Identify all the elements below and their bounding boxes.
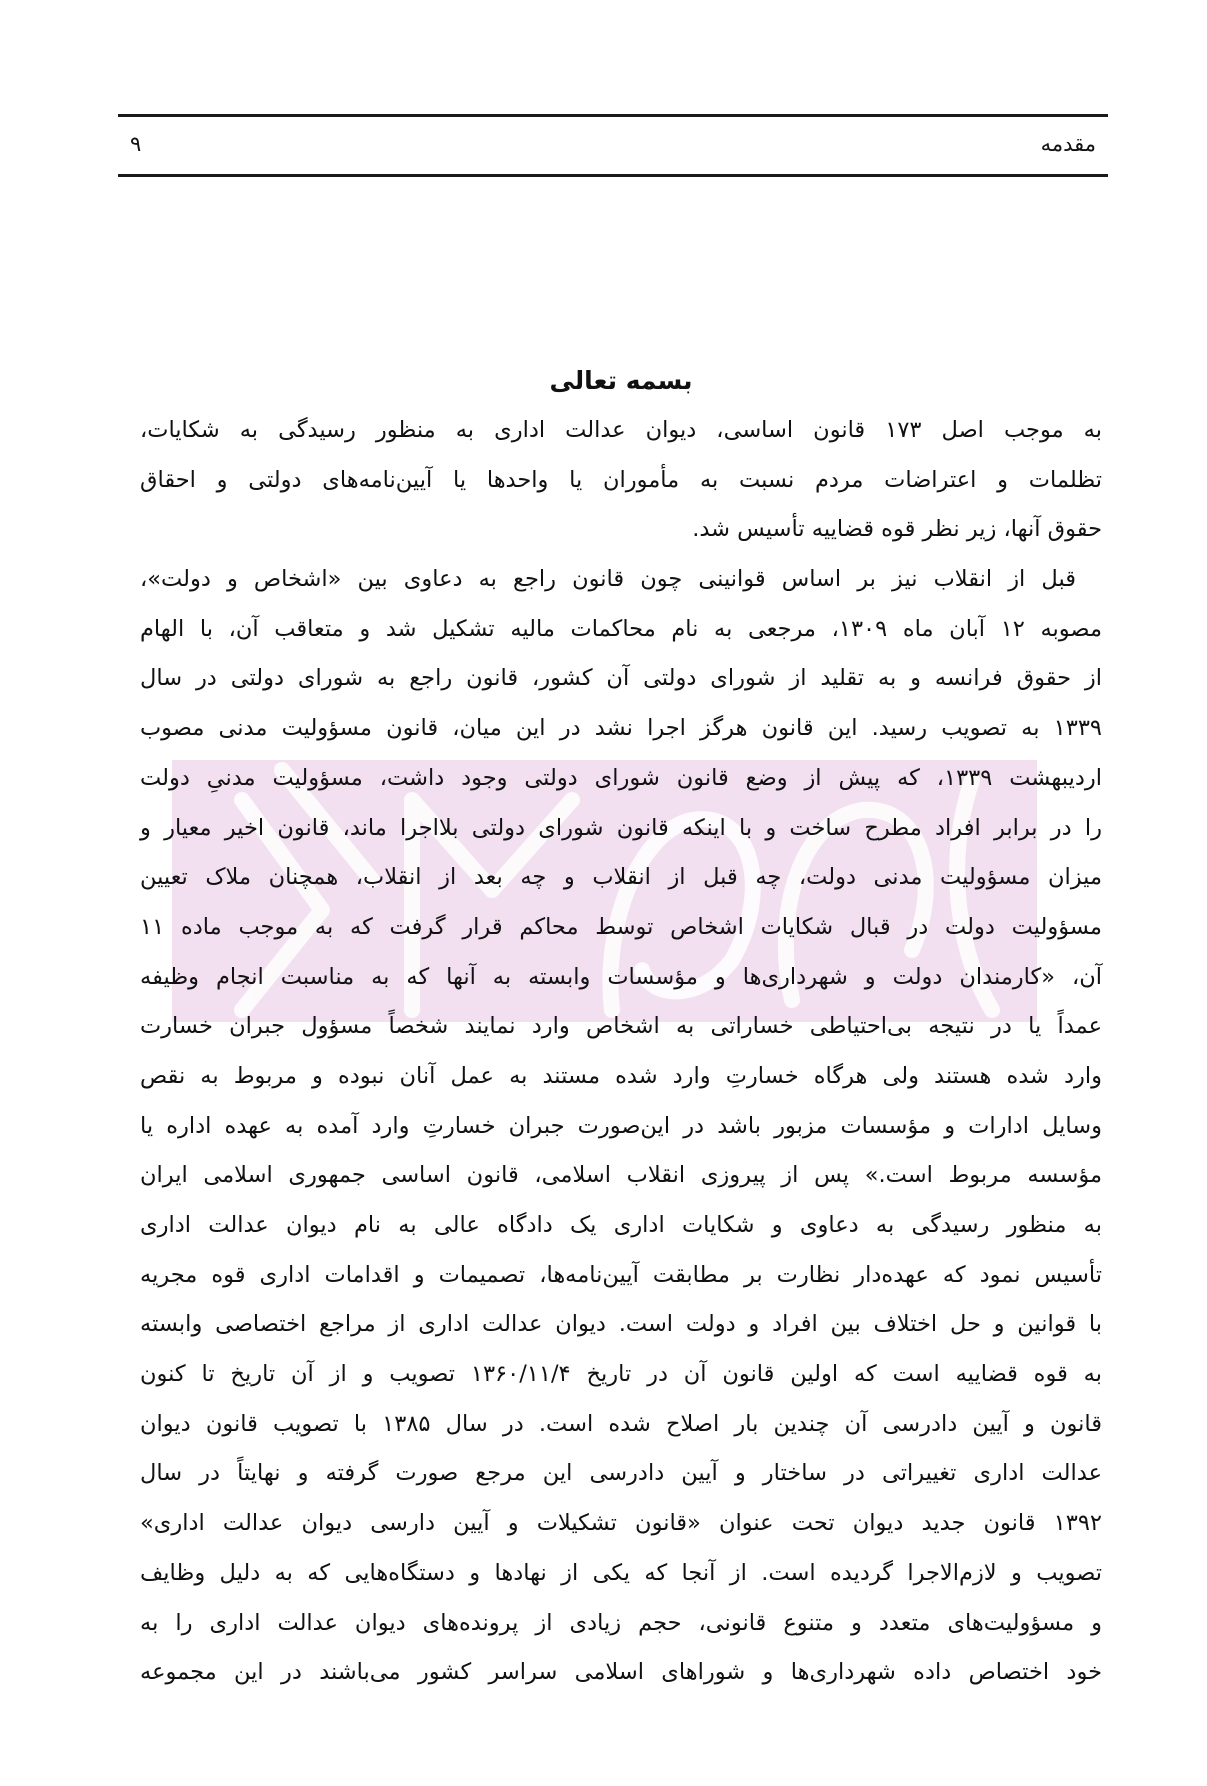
text-line-content: قبل از انقلاب نیز بر اساس قوانینی چون قانون راجع به دعاوی بین «اشخاص و دولت»، [140, 566, 1076, 593]
section-title: مقدمه [1040, 132, 1096, 156]
text-line [140, 853, 1102, 903]
text-line-content: حقوق آنها، زیر نظر قوه قضاییه تأسیس شد. [692, 516, 1102, 543]
text-line-content: خود اختصاص داده شهرداری‌ها و شوراهای اسلامی سراسر کشور می‌باشند در این مجموعه [140, 1659, 1102, 1686]
text-line [140, 1499, 1102, 1549]
text-line [140, 1251, 1102, 1301]
text-line [140, 505, 1102, 555]
text-line-content: از حقوق فرانسه و به تقلید از شورای دولتی آن کشور، قانون راجع به شورای دولتی در سال [140, 665, 1102, 692]
text-line [140, 903, 1102, 953]
text-line [140, 1052, 1102, 1102]
text-line [140, 1102, 1102, 1152]
text-line-content: مسؤولیت دولت در قبال شکایات اشخاص توسط محاکم قرار گرفت که به موجب ماده ۱۱ [140, 913, 1102, 940]
text-line-content: به قوه قضاییه است که اولین قانون آن در تاریخ ۱۳۶۰/۱۱/۴ تصویب و از آن تاریخ تا کنون [140, 1361, 1102, 1388]
text-line [140, 1549, 1102, 1599]
text-line-content: آن، «کارمندان دولت و شهرداری‌ها و مؤسسات وابسته به آنها که به مناسبت انجام وظیفه [140, 963, 1102, 990]
text-line-content: را در برابر افراد مطرح ساخت و با اینکه قانون شورای دولتی بلااجرا ماند، قانون اخیر معیار و [140, 814, 1102, 841]
text-line-content: تأسیس نمود که عهده‌دار نظارت بر مطابقت آیین‌نامه‌ها، تصمیمات و اقدامات اداری قوه مجریه [140, 1261, 1102, 1288]
text-line-content: ۱۳۳۹ به تصویب رسید. این قانون هرگز اجرا نشد در این میان، قانون مسؤولیت مدنی مصوب [140, 715, 1102, 742]
text-line [140, 704, 1102, 754]
header-top-rule [118, 114, 1108, 117]
page-heading: بسمه تعالی [549, 366, 693, 395]
text-line-content: اردیبهشت ۱۳۳۹، که پیش از وضع قانون شورای دولتی وجود داشت، مسؤولیت مدنیِ دولت [140, 764, 1102, 791]
text-line-content: مصوبه ۱۲ آبان ماه ۱۳۰۹، مرجعی به نام محاکمات مالیه تشکیل شد و متعاقب آن، با الهام [140, 615, 1102, 642]
text-line-content: میزان مسؤولیت مدنی دولت، چه قبل از انقلاب و چه بعد از انقلاب، همچنان ملاک تعیین [140, 864, 1102, 891]
text-line [140, 456, 1102, 506]
text-line [140, 605, 1102, 655]
text-line [140, 654, 1102, 704]
text-line [140, 1201, 1102, 1251]
text-line-content: عدالت اداری تغییراتی در ساختار و آیین دادرسی این مرجع صورت گرفته و نهایتاً در سال [140, 1460, 1102, 1487]
text-line-content: وسایل ادارات و مؤسسات مزبور باشد در این‌صورت جبران خسارتِ وارد آمده به عهده اداره یا [140, 1112, 1102, 1139]
page-body [140, 356, 1102, 1698]
text-line [140, 1400, 1102, 1450]
text-line-content: تظلمات و اعتراضات مردم نسبت به مأموران یا واحدها یا آیین‌نامه‌های دولتی و احقاق [140, 466, 1102, 493]
page-number: ۹ [130, 132, 142, 156]
text-line-content: مؤسسه مربوط است.» پس از پیروزی انقلاب اسلامی، قانون اساسی جمهوری اسلامی ایران [140, 1162, 1102, 1189]
text-line-content: تصویب و لازم‌الاجرا گردیده است. از آنجا که یکی از نهادها و دستگاه‌هایی که به دلیل وظایف [140, 1559, 1102, 1586]
text-line [140, 1648, 1102, 1698]
text-line [140, 406, 1102, 456]
text-line-content: و مسؤولیت‌های متعدد و متنوع قانونی، حجم زیادی از پرونده‌های دیوان عدالت اداری را به [140, 1609, 1102, 1636]
text-line-content: قانون و آیین دادرسی آن چندین بار اصلاح شده است. در سال ۱۳۸۵ با تصویب قانون دیوان [140, 1410, 1103, 1437]
running-header [118, 126, 1108, 162]
text-line [140, 804, 1102, 854]
text-line-content: با قوانین و حل اختلاف بین افراد و دولت است. دیوان عدالت اداری از مراجع اختصاصی وابسته [140, 1311, 1102, 1338]
text-line [140, 1151, 1102, 1201]
text-line [140, 1002, 1102, 1052]
body-text [140, 406, 1102, 1698]
text-line-content: به منظور رسیدگی به دعاوی و شکایات اداری یک دادگاه عالی به نام دیوان عدالت اداری [140, 1212, 1102, 1238]
text-line-content: به موجب اصل ۱۷۳ قانون اساسی، دیوان عدالت اداری به منظور رسیدگی به شکایات، [140, 417, 1103, 443]
text-line [140, 754, 1102, 804]
text-line [140, 1599, 1102, 1649]
text-line [140, 953, 1102, 1003]
text-line-content: ۱۳۹۲ قانون جدید دیوان تحت عنوان «قانون تشکیلات و آیین دارسی دیوان عدالت اداری» [140, 1510, 1102, 1537]
text-line [140, 555, 1102, 605]
text-line-content: عمداً یا در نتیجه بی‌احتیاطی خساراتی به اشخاص وارد نمایند شخصاً مسؤول جبران خسارت [140, 1013, 1102, 1040]
text-line [140, 1300, 1102, 1350]
text-line [140, 1350, 1102, 1400]
header-bottom-rule [118, 174, 1108, 177]
text-line-content: وارد شده هستند ولی هرگاه خسارتِ وارد شده مستند به عمل آنان نبوده و مربوط به نقص [140, 1062, 1102, 1089]
text-line [140, 1449, 1102, 1499]
